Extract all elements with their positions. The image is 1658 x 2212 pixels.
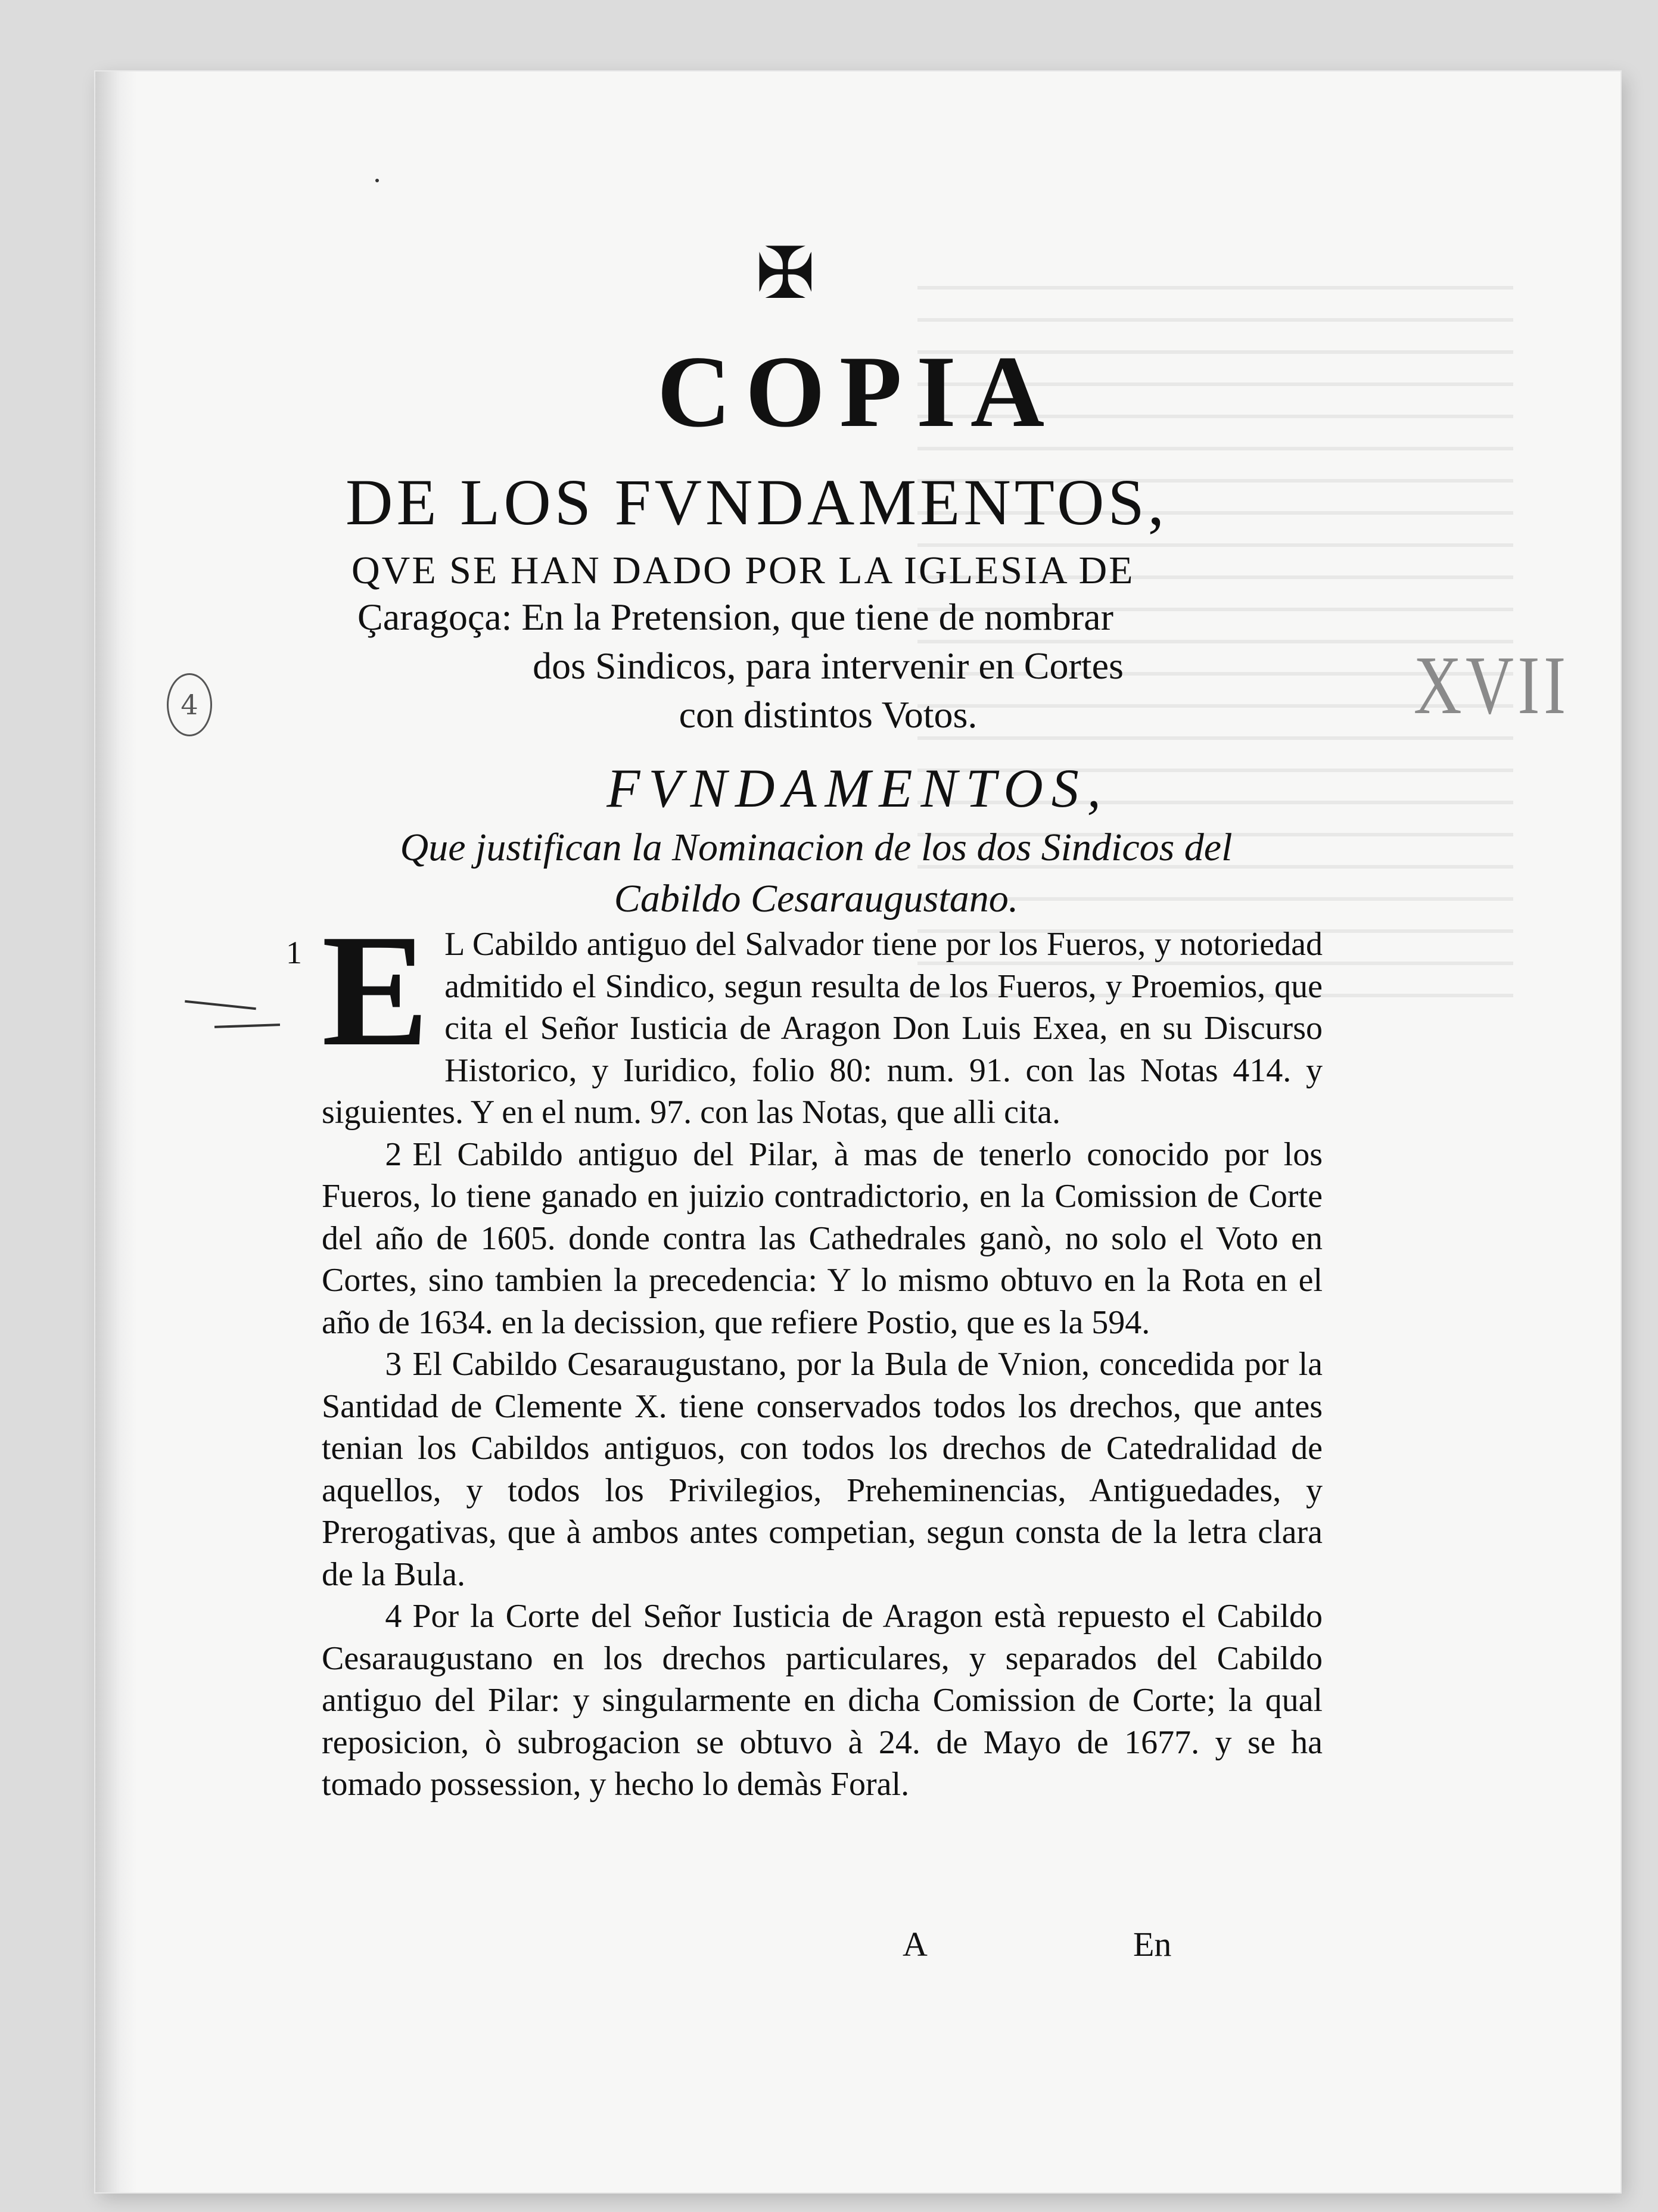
paragraph-3 — [322, 1343, 1323, 1595]
paragraph-text: Por la Corte del Señor Iusticia de Aragon està repuesto el Cabildo Cesaraugustano en los drechos particulares, y separados del Cabildo antiguo del Pilar: y singularmente en dicha Comission de Corte; la qual reposicion, ò subrogacion se obtuvo à 24. de Mayo de 1677. y se ha tomado possession, y hecho lo demàs Foral. — [322, 1598, 1323, 1803]
paragraph-text: L Cabildo antiguo del Salvador tiene por los Fueros, y notoriedad admitido el Sindico, segun resulta de los Fueros, y Proemios, que cita el Señor Iusticia de Aragon Don Luis Exea, en su Discurso Historico, y Iuridico, folio 80: num. 91. con las Notas 414. y siguientes. Y en el num. 97. con las Notas, que alli cita. — [322, 926, 1323, 1131]
description-line-2: dos Sindicos, para intervenir en Cortes — [533, 645, 1124, 687]
paragraph-number: 2 — [385, 1135, 402, 1173]
section-heading: FVNDAMENTOS, — [606, 758, 1109, 819]
paragraph-number: 1 — [286, 935, 302, 970]
section-subheading-line-1: Que justifican la Nominacion de los dos Sindicos del — [400, 826, 1233, 869]
description-line-1: Çaragoça: En la Pretension, que tiene de nombrar — [357, 596, 1113, 638]
subtitle-line-2: QVE SE HAN DADO POR LA IGLESIA DE — [351, 549, 1135, 592]
section-subheading-line-2: Cabildo Cesaraugustano. — [614, 877, 1019, 920]
margin-stroke — [185, 1000, 256, 1010]
paragraph-number: 3 — [385, 1346, 402, 1383]
section-subheading — [334, 822, 1299, 925]
paragraph-number: 4 — [385, 1598, 402, 1635]
margin-annotation: 4 — [167, 673, 212, 736]
archive-number: XVII — [1413, 639, 1570, 732]
ink-speck — [375, 179, 379, 182]
paragraph-text: El Cabildo Cesaraugustano, por la Bula de Vnion, concedida por la Santidad de Clemente X. tiene conservados todos los drechos, que antes tenian los Cabildos antiguos, con todos los drechos de Catedralidad de aquellos, y todos los Privilegios, Preheminencias, Antiguedades, y Prerogativas, que à ambos antes competian, segun consta de la letra clara de la Bula. — [322, 1346, 1323, 1593]
catchword: En — [1133, 1925, 1172, 1964]
margin-stroke — [214, 1023, 280, 1028]
paragraph-2 — [322, 1134, 1323, 1344]
paragraph-4 — [322, 1595, 1323, 1806]
description-line-3: con distintos Votos. — [679, 693, 978, 736]
drop-cap: E — [322, 901, 430, 1079]
document-page — [95, 71, 1620, 2192]
subtitle-line-1: DE LOS FVNDAMENTOS, — [346, 466, 1168, 539]
description — [357, 593, 1299, 739]
body-text — [286, 901, 1323, 1806]
document-title: COPIA — [657, 335, 1059, 449]
signature-mark: A — [903, 1925, 928, 1964]
cross-icon: ✠ — [755, 232, 816, 315]
paragraph-1 — [286, 901, 1323, 1134]
paragraph-text: El Cabildo antiguo del Pilar, à mas de tenerlo conocido por los Fueros, lo tiene ganado en juizio contradictorio, en la Comission de Corte del año de 1605. donde contra las Cathedrales ganò, no solo el Voto en Cortes, sino tambien la precedencia: Y lo mismo obtuvo en la Rota en el año de 1634. en la decission, que refiere Postio, que es la 594. — [322, 1135, 1323, 1341]
